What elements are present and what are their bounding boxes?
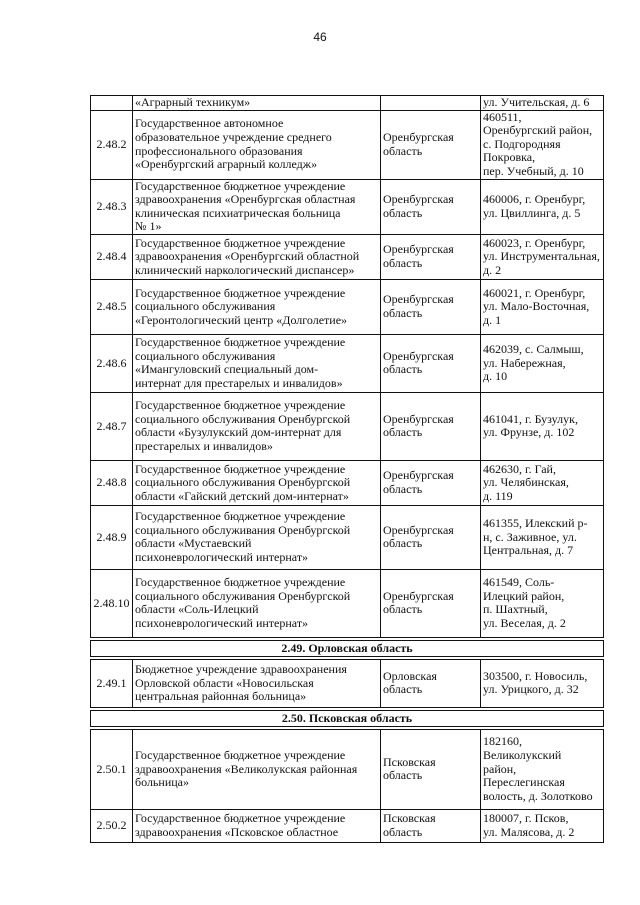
text-line: здравоохранения «Псковское областное: [135, 824, 339, 839]
text-line: 460511,: [483, 110, 522, 124]
region-cell: [381, 96, 481, 111]
text-line: престарелых и инвалидов»: [135, 439, 273, 454]
text-line: Государственное бюджетное учреждение: [135, 461, 346, 476]
text-line: ул. Челябинская,: [483, 475, 569, 490]
region-cell: [381, 729, 481, 809]
text-line: Оренбургская: [383, 129, 454, 144]
address-cell: [481, 809, 604, 842]
text-line: область: [383, 305, 423, 320]
region-cell: [381, 659, 481, 707]
text-line: область: [383, 255, 423, 270]
text-line: социального обслуживания Оренбургской: [135, 588, 351, 603]
table-row: [91, 110, 604, 179]
section-title: 2.49. Орловская область: [91, 640, 604, 656]
address-cell: [481, 96, 604, 111]
text-line: «Оренбургский аграрный колледж»: [135, 157, 318, 172]
row-number: 2.49.1: [91, 659, 133, 707]
text-line: д. 10: [483, 369, 508, 384]
text-line: Государственное бюджетное учреждение: [135, 398, 346, 413]
region-cell: [381, 392, 481, 460]
table-row: [91, 234, 604, 279]
text-line: Оренбургская: [383, 192, 454, 207]
region-cell: [381, 505, 481, 569]
text-line: ул. Учительская, д. 6: [483, 95, 590, 109]
text-line: «Геронтологический центр «Долголетие»: [135, 312, 348, 327]
table-row: [91, 392, 604, 460]
row-number: 2.48.4: [91, 234, 133, 279]
table-row: [91, 729, 604, 809]
text-line: 460006, г. Оренбург,: [483, 192, 586, 207]
institution-name: [133, 392, 381, 460]
text-line: Государственное автономное: [135, 116, 284, 131]
table-row: [91, 96, 604, 111]
text-line: клинический наркологический диспансер»: [135, 262, 355, 277]
text-line: Оренбургская: [383, 411, 454, 426]
text-line: Оренбургская: [383, 588, 454, 603]
text-line: Илецкий район,: [483, 588, 565, 603]
text-line: социального обслуживания: [135, 348, 276, 363]
region-cell: [381, 460, 481, 505]
region-cell: [381, 809, 481, 842]
text-line: 180007, г. Псков,: [483, 811, 569, 826]
text-line: «Имангуловский специальный дом-: [135, 362, 319, 377]
text-line: Оренбургская: [383, 522, 454, 537]
row-number: 2.48.10: [91, 569, 133, 637]
text-line: здравоохранения «Оренбургский областной: [135, 249, 360, 264]
address-cell: [481, 110, 604, 179]
row-number: [91, 96, 133, 111]
institution-name: [133, 659, 381, 707]
text-line: Покровка,: [483, 150, 536, 165]
text-line: область: [383, 602, 423, 617]
section-header-row: [91, 640, 604, 656]
text-line: психоневрологический интернат»: [135, 550, 309, 565]
text-line: 462630, г. Гай,: [483, 461, 556, 476]
table-row: [91, 334, 604, 392]
text-line: ул. Урицкого, д. 32: [483, 682, 579, 697]
text-line: 462039, с. Салмыш,: [483, 342, 584, 357]
text-line: область: [383, 205, 423, 220]
text-line: № 1»: [135, 219, 162, 234]
institution-name: [133, 505, 381, 569]
table-row: [91, 659, 604, 707]
region-cell: [381, 569, 481, 637]
text-line: 461355, Илекский р-: [483, 516, 588, 531]
address-cell: [481, 505, 604, 569]
address-cell: [481, 659, 604, 707]
row-number: 2.48.7: [91, 392, 133, 460]
text-line: район,: [483, 761, 517, 776]
address-cell: [481, 334, 604, 392]
text-line: область: [383, 362, 423, 377]
text-line: центральная районная больница»: [135, 689, 307, 704]
address-cell: [481, 179, 604, 234]
text-line: Оренбургская: [383, 292, 454, 307]
text-line: область: [383, 682, 423, 697]
page-number: 46: [313, 30, 327, 44]
row-number: 2.48.6: [91, 334, 133, 392]
region-cell: [381, 110, 481, 179]
text-line: 460023, г. Оренбург,: [483, 235, 586, 250]
text-line: ул. Набережная,: [483, 355, 566, 370]
text-line: Государственное бюджетное учреждение: [135, 335, 346, 350]
text-line: социального обслуживания Оренбургской: [135, 475, 351, 490]
table-row: [91, 460, 604, 505]
region-cell: [381, 279, 481, 334]
text-line: области «Мустаевский: [135, 536, 252, 551]
text-line: социального обслуживания: [135, 299, 276, 314]
text-line: психоневрологический интернат»: [135, 616, 309, 631]
institution-name: [133, 809, 381, 842]
text-line: волость, д. Золотково: [483, 788, 593, 803]
text-line: д. 119: [483, 488, 513, 503]
text-line: область: [383, 481, 423, 496]
text-line: ул. Мало-Восточная,: [483, 299, 590, 314]
address-cell: [481, 279, 604, 334]
text-line: Центральная, д. 7: [483, 543, 574, 558]
address-cell: [481, 234, 604, 279]
text-line: область: [383, 143, 423, 158]
text-line: ул. Инструментальная,: [483, 249, 600, 264]
institution-name: [133, 569, 381, 637]
institution-name: [133, 279, 381, 334]
text-line: Орловской области «Новосильская: [135, 675, 314, 690]
text-line: социального обслуживания Оренбургской: [135, 411, 351, 426]
institution-name: [133, 334, 381, 392]
text-line: Бюджетное учреждение здравоохранения: [135, 662, 347, 677]
text-line: Псковская: [383, 754, 436, 769]
institution-name: [133, 179, 381, 234]
text-line: области «Гайский детский дом-интернат»: [135, 488, 349, 503]
text-line: образовательное учреждение среднего: [135, 129, 332, 144]
text-line: Псковская: [383, 811, 436, 826]
row-number: 2.48.2: [91, 110, 133, 179]
text-line: «Аграрный техникум»: [135, 95, 251, 109]
text-line: Великолукский: [483, 748, 562, 763]
row-number: 2.50.1: [91, 729, 133, 809]
address-cell: [481, 460, 604, 505]
text-line: Оренбургская: [383, 242, 454, 257]
text-line: Государственное бюджетное учреждение: [135, 748, 346, 763]
text-line: Государственное бюджетное учреждение: [135, 509, 346, 524]
institutions-table: [90, 95, 604, 843]
institution-name: [133, 110, 381, 179]
text-line: области «Соль-Илецкий: [135, 602, 259, 617]
table-body: [91, 96, 604, 843]
table-row: [91, 179, 604, 234]
text-line: здравоохранения «Великолукская районная: [135, 761, 358, 776]
text-line: ул. Фрунзе, д. 102: [483, 425, 575, 440]
text-line: социального обслуживания Оренбургской: [135, 522, 351, 537]
table-row: [91, 809, 604, 842]
row-number: 2.48.5: [91, 279, 133, 334]
text-line: 461549, Соль-: [483, 575, 555, 590]
text-line: Переслегинская: [483, 775, 565, 790]
institution-name: [133, 234, 381, 279]
table-row: [91, 569, 604, 637]
text-line: Орловская: [383, 668, 437, 683]
text-line: с. Подгородняя: [483, 136, 561, 151]
text-line: область: [383, 425, 423, 440]
row-number: 2.48.3: [91, 179, 133, 234]
text-line: н, с. Заживное, ул.: [483, 529, 577, 544]
text-line: Государственное бюджетное учреждение: [135, 285, 346, 300]
text-line: д. 2: [483, 262, 502, 277]
text-line: Государственное бюджетное учреждение: [135, 811, 346, 826]
text-line: 460021, г. Оренбург,: [483, 285, 586, 300]
text-line: Государственное бюджетное учреждение: [135, 575, 346, 590]
text-line: ул. Веселая, д. 2: [483, 616, 566, 631]
text-line: Оренбургская: [383, 348, 454, 363]
table-row: [91, 279, 604, 334]
text-line: область: [383, 536, 423, 551]
text-line: ул. Малясова, д. 2: [483, 824, 575, 839]
text-line: области «Бузулукский дом-интернат для: [135, 425, 342, 440]
institution-name: [133, 96, 381, 111]
address-cell: [481, 569, 604, 637]
section-title: 2.50. Псковская область: [91, 710, 604, 726]
text-line: клиническая психиатрическая больница: [135, 205, 341, 220]
region-cell: [381, 234, 481, 279]
institution-name: [133, 460, 381, 505]
row-number: 2.48.9: [91, 505, 133, 569]
text-line: интернат для престарелых и инвалидов»: [135, 376, 343, 391]
text-line: 461041, г. Бузулук,: [483, 411, 578, 426]
text-line: профессионального образования: [135, 143, 303, 158]
text-line: Оренбургская: [383, 468, 454, 483]
address-cell: [481, 392, 604, 460]
text-line: д. 1: [483, 312, 502, 327]
text-line: область: [383, 824, 423, 839]
section-header-row: [91, 710, 604, 726]
row-number: 2.50.2: [91, 809, 133, 842]
text-line: ул. Цвиллинга, д. 5: [483, 205, 581, 220]
table-row: [91, 505, 604, 569]
text-line: здравоохранения «Оренбургская областная: [135, 192, 356, 207]
text-line: Оренбургский район,: [483, 123, 593, 138]
text-line: 182160,: [483, 734, 522, 749]
region-cell: [381, 179, 481, 234]
text-line: пер. Учебный, д. 10: [483, 163, 584, 178]
text-line: Государственное бюджетное учреждение: [135, 235, 346, 250]
text-line: 303500, г. Новосиль,: [483, 668, 588, 683]
text-line: п. Шахтный,: [483, 602, 548, 617]
address-cell: [481, 729, 604, 809]
text-line: Государственное бюджетное учреждение: [135, 179, 346, 193]
text-line: область: [383, 768, 423, 783]
institution-name: [133, 729, 381, 809]
row-number: 2.48.8: [91, 460, 133, 505]
region-cell: [381, 334, 481, 392]
text-line: больница»: [135, 775, 189, 790]
